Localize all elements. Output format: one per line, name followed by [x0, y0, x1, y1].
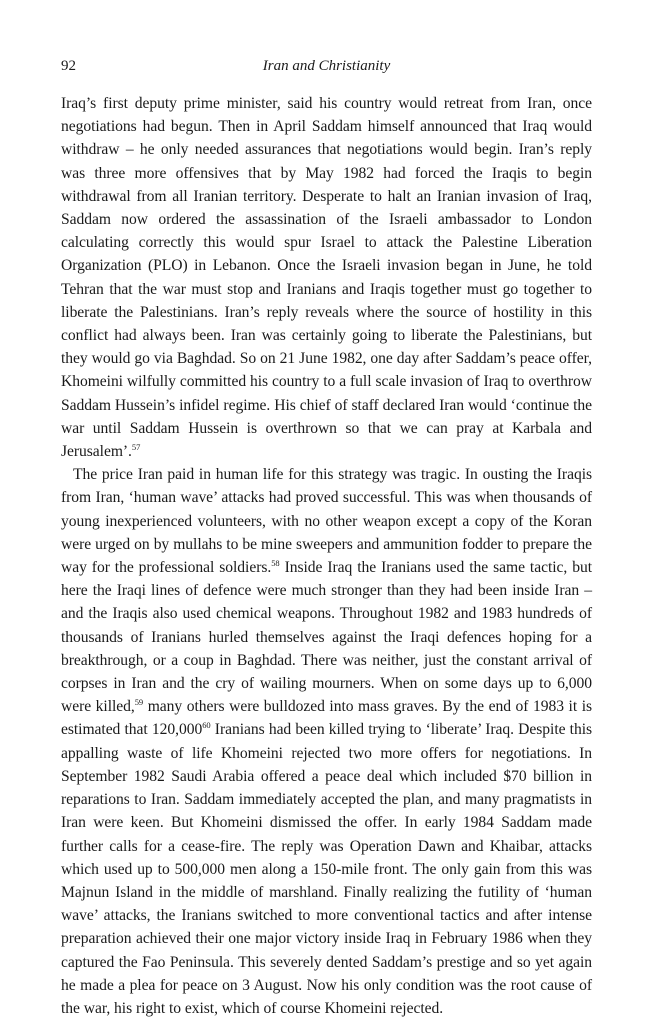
text-segment: many others were bulldozed into mass graves. By the end of 1983 it is estimated that 120,000 [61, 698, 592, 739]
text-segment: Iranians had been killed trying to ‘liberate’ Iraq. Despite this appalling waste of life Khomeini rejected two more offers for negotiations. In September 1982 Saudi Arabia offered a peace deal which included $70 billion in reparations to Iran. Saddam immediately accepted the plan, and many pragmatists in Iran were keen. But Khomeini dismissed the offer. In early 1984 Saddam made further calls for a cease-fire. The reply was Operation Dawn and Khaibar, attacks which used up to 500,000 men along a 150-mile front. The only gain from this was Majnun Island in the middle of marshland. Finally realizing the futility of ‘human wave’ attacks, the Iranians switched to more conventional tactics and after intense preparation achieved their one major victory inside Iraq in February 1986 when they captured the Fao Peninsula. This severely dented Saddam’s prestige and so yet again he made a plea for peace on 3 August. Now his only condition was the root cause of the war, his right to exist, which of course Khomeini rejected. [61, 721, 592, 1017]
paragraph-2 [61, 463, 592, 1020]
running-header [61, 0, 592, 82]
body-text [61, 92, 592, 1020]
footnote-marker: 58 [271, 558, 280, 569]
footnote-marker: 59 [134, 697, 144, 708]
footnote-marker: 60 [202, 720, 211, 731]
running-title: Iran and Christianity [262, 58, 391, 74]
text-segment: Inside Iraq the Iranians used the same tactic, but here the Iraqi lines of defence were much stronger than they had been inside Iran – and the Iraqis also used chemical weapons. Throughout 1982 and 1983 hundreds of thousands of Iranians hurled themselves against the Iraqi defences hoping for a breakthrough, or a coup in Baghdad. There was neither, just the constant arrival of corpses in Iran and the cry of wailing mourners. When on some days up to 6,000 were killed, [61, 559, 592, 716]
paragraph-1 [61, 92, 592, 463]
text-segment: Iraq’s first deputy prime minister, said his country would retreat from Iran, once negotiations had begun. Then in April Saddam himself announced that Iraq would withdraw – he only needed assurances that negotiations would begin. Iran’s reply was three more offensives that by May 1982 had forced the Iraqis to begin withdrawal from all Iranian territory. Desperate to halt an Iranian invasion of Iraq, Saddam now ordered the assassination of the Israeli ambassador to London calculating correctly this would spur Israel to attack the Palestine Liberation Organization (PLO) in Lebanon. Once the Israeli invasion began in June, he told Tehran that the war must stop and Iranians and Iraqis together must go together to liberate the Palestinians. Iran’s reply reveals where the source of hostility in this conflict had always been. Iran was certainly going to liberate the Palestinians, but they would go via Baghdad. So on 21 June 1982, one day after Saddam’s peace offer, Khomeini wilfully committed his country to a full scale invasion of Iraq to overthrow Saddam Hussein’s infidel regime. His chief of staff declared Iran would ‘continue the war until Saddam Hussein is overthrown so that we can pray at Karbala and Jerusalem’. [61, 95, 592, 461]
footnote-marker: 57 [131, 442, 141, 453]
page-number: 92 [61, 58, 76, 74]
text-segment: The price Iran paid in human life for this strategy was tragic. In ousting the Iraqis from Iran, ‘human wave’ attacks had proved successful. This was when thousands of young inexperienced volunteers, with no other weapon except a copy of the Koran were urged on by mullahs to be mine sweepers and ammunition fodder to prepare the way for the professional soldiers. [61, 466, 592, 577]
document-page [61, 0, 592, 1020]
